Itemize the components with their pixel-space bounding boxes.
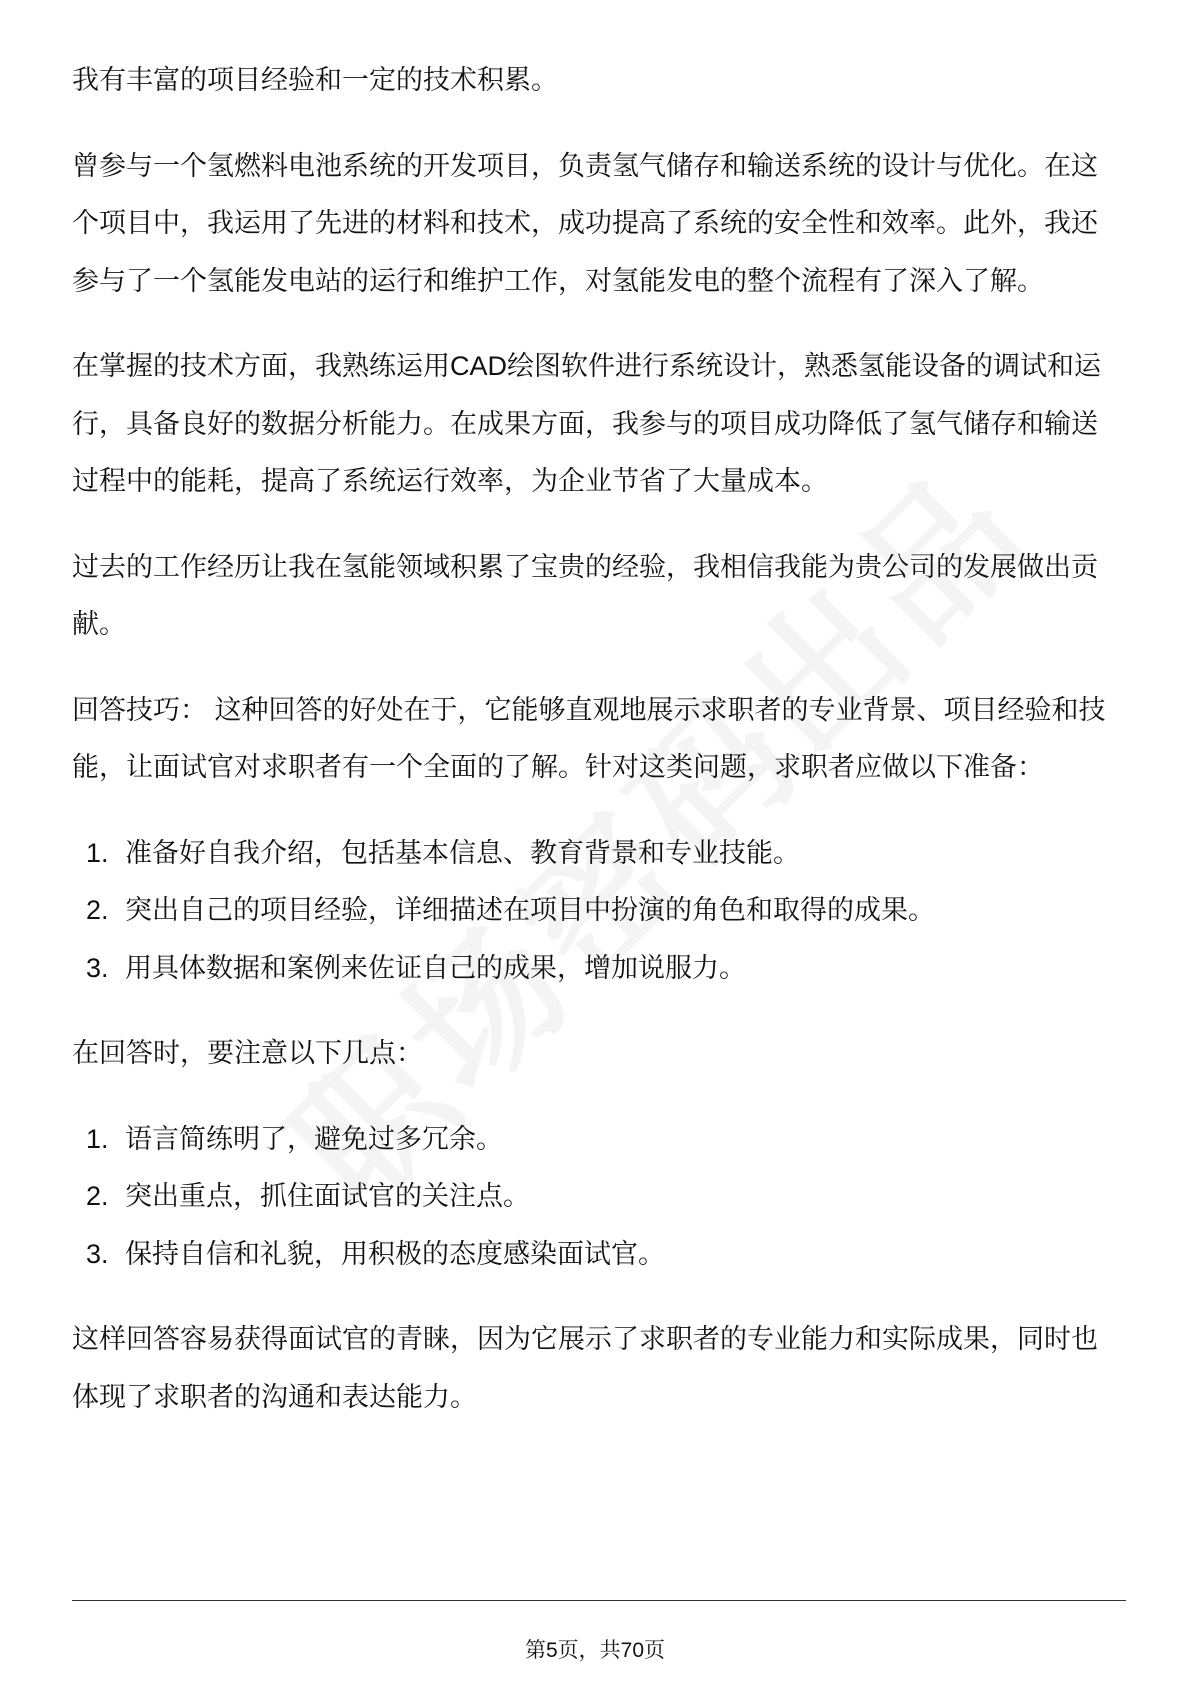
preparation-list bbox=[72, 825, 1122, 998]
paragraph: 在回答时，要注意以下几点： bbox=[72, 1038, 423, 1068]
list-item bbox=[72, 1168, 1122, 1226]
list-text: 语言简练明了，避免过多冗余。 bbox=[125, 1123, 503, 1154]
list-number: 3. bbox=[86, 1238, 109, 1269]
list-item bbox=[72, 1111, 1122, 1169]
list-text: 准备好自我介绍，包括基本信息、教育背景和专业技能。 bbox=[125, 837, 800, 868]
list-number: 1. bbox=[86, 1123, 109, 1154]
paragraph: 这样回答容易获得面试官的青睐，因为它展示了求职者的专业能力和实际成果，同时也体现了求职者的沟通和表达能力。 bbox=[72, 1324, 1098, 1412]
attention-list bbox=[72, 1111, 1122, 1284]
paragraph: 在掌握的技术方面，我熟练运用CAD绘图软件进行系统设计，熟悉氢能设备的调试和运行，具备良好的数据分析能力。在成果方面，我参与的项目成功降低了氢气储存和输送过程中的能耗，提高了系统运行效率，为企业节省了大量成本。 bbox=[72, 351, 1102, 496]
list-number: 1. bbox=[86, 837, 109, 868]
list-text: 保持自信和礼貌，用积极的态度感染面试官。 bbox=[125, 1238, 665, 1269]
paragraph: 曾参与一个氢燃料电池系统的开发项目，负责氢气储存和输送系统的设计与优化。在这个项目中，我运用了先进的材料和技术，成功提高了系统的安全性和效率。此外，我还参与了一个氢能发电站的运行和维护工作，对氢能发电的整个流程有了深入了解。 bbox=[72, 150, 1098, 296]
list-text: 突出自己的项目经验，详细描述在项目中扮演的角色和取得的成果。 bbox=[125, 895, 935, 925]
list-number: 2. bbox=[86, 1181, 109, 1211]
page-number: 第5页，共70页 bbox=[524, 1639, 666, 1662]
paragraph: 我有丰富的项目经验和一定的技术积累。 bbox=[72, 65, 558, 95]
list-text: 用具体数据和案例来佐证自己的成果，增加说服力。 bbox=[125, 952, 746, 983]
list-item bbox=[72, 882, 1122, 940]
list-item bbox=[72, 940, 1122, 998]
document-body bbox=[72, 52, 1122, 1454]
paragraph: 回答技巧： 这种回答的好处在于，它能够直观地展示求职者的专业背景、项目经验和技能，让面试官对求职者有一个全面的了解。针对这类问题，求职者应做以下准备： bbox=[72, 694, 1106, 782]
paragraph: 过去的工作经历让我在氢能领域积累了宝贵的经验，我相信我能为贵公司的发展做出贡献。 bbox=[72, 551, 1098, 639]
list-number: 3. bbox=[86, 952, 109, 983]
footer-divider bbox=[72, 1600, 1126, 1601]
list-item bbox=[72, 1226, 1122, 1284]
list-item bbox=[72, 825, 1122, 883]
list-number: 2. bbox=[86, 895, 109, 925]
list-text: 突出重点，抓住面试官的关注点。 bbox=[125, 1181, 530, 1211]
